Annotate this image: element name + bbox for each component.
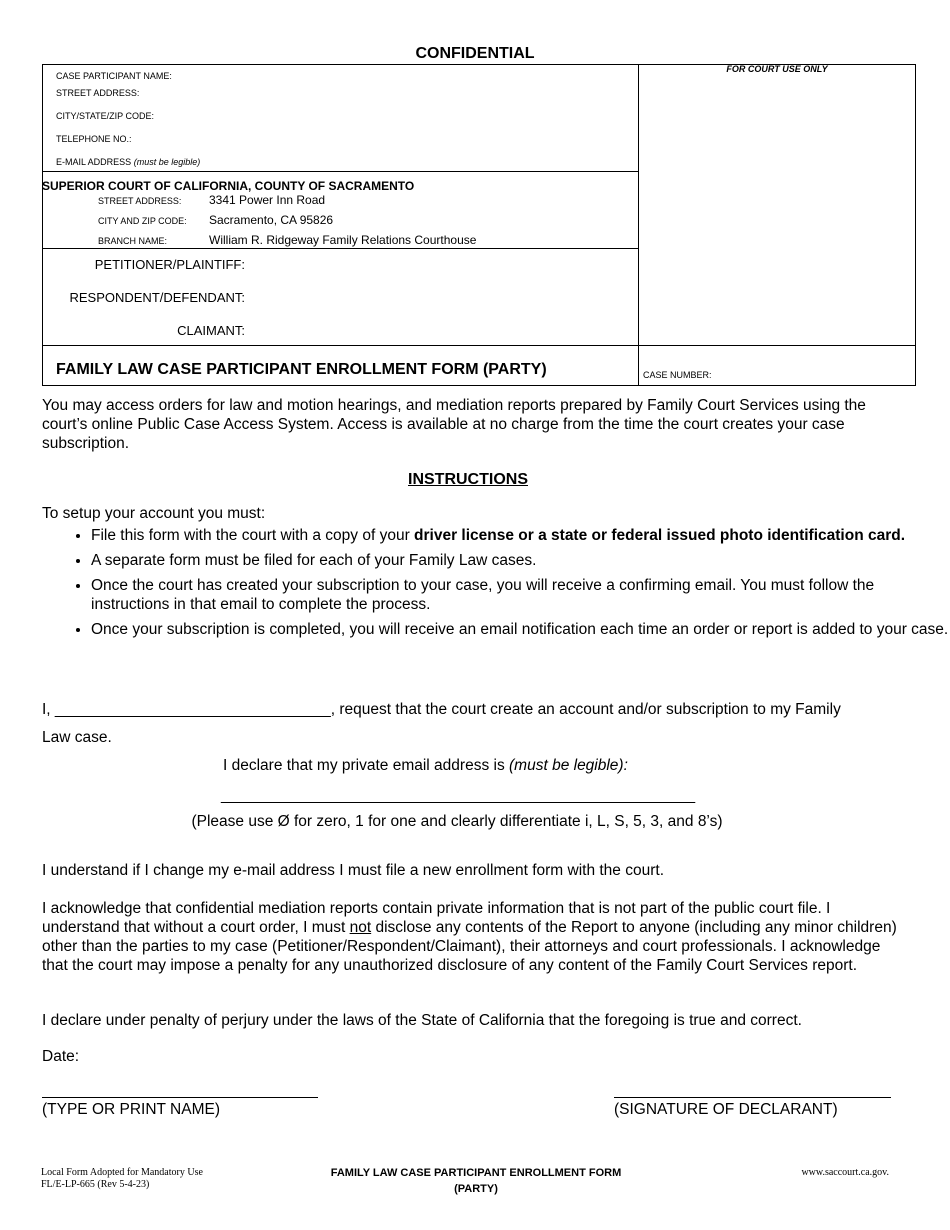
- participant-name-label: CASE PARTICIPANT NAME:: [56, 71, 172, 81]
- participant-email-label: [56, 157, 200, 167]
- signature-label: (SIGNATURE OF DECLARANT): [614, 1101, 838, 1118]
- acknowledgement-not: not: [349, 919, 372, 936]
- email-format-note: (Please use Ø for zero, 1 for one and clearly differentiate i, L, S, 5, 3, and 8’s): [191, 813, 723, 830]
- instruction-item: [91, 526, 950, 545]
- footer-title-line2: (PARTY): [454, 1183, 498, 1195]
- footer-adopted: Local Form Adopted for Mandatory Use: [41, 1167, 203, 1178]
- participant-city-label: CITY/STATE/ZIP CODE:: [56, 111, 155, 121]
- email-declaration-note: (must be legible):: [509, 757, 628, 774]
- court-branch-value: William R. Ridgeway Family Relations Courthouse: [209, 233, 477, 247]
- case-number-label: CASE NUMBER:: [643, 370, 712, 380]
- email-declaration-text: I declare that my private email address is: [223, 757, 510, 774]
- footer-website[interactable]: www.saccourt.ca.gov.: [801, 1167, 889, 1178]
- change-email-statement: I understand if I change my e-mail address I must file a new enrollment form with the court.: [42, 862, 664, 879]
- instruction-item: • Once your subscription is completed, you will receive an email notification each time an order or report is added to your case.: [91, 620, 950, 639]
- email-declaration: [223, 756, 628, 775]
- request-line-continued: Law case.: [42, 729, 112, 746]
- instructions-heading: INSTRUCTIONS: [408, 471, 528, 488]
- acknowledgement-text-2: disclose any contents of the Report to anyone (including any minor children) other than the parties to my case (Petitioner/Respondent/Claimant), their attorneys and court professionals. I acknowledge that the court may impose a penalty for any unauthorized disclosure of any content of the Family Court Services report.: [42, 919, 897, 974]
- declarant-signature-line[interactable]: [614, 1097, 891, 1098]
- participant-street-label: STREET ADDRESS:: [56, 88, 140, 98]
- instructions-lead: To setup your account you must:: [42, 505, 266, 522]
- confidential-heading: CONFIDENTIAL: [415, 45, 535, 62]
- court-branch-label: BRANCH NAME:: [98, 236, 168, 246]
- court-street-label: STREET ADDRESS:: [98, 196, 182, 206]
- print-name-label: (TYPE OR PRINT NAME): [42, 1101, 220, 1118]
- name-blank[interactable]: ________________________________: [54, 701, 331, 718]
- header-box-bottom: [42, 385, 916, 386]
- acknowledgement-paragraph: [42, 899, 907, 975]
- request-line-post: , request that the court create an account and/or subscription to my Family: [330, 701, 841, 718]
- petitioner-label: PETITIONER/PLAINTIFF:: [94, 257, 245, 272]
- court-city-label: CITY AND ZIP CODE:: [98, 216, 187, 226]
- court-name: SUPERIOR COURT OF CALIFORNIA, COUNTY OF SACRAMENTO: [42, 179, 415, 193]
- court-use-only-label: FOR COURT USE ONLY: [726, 64, 828, 74]
- perjury-statement: I declare under penalty of perjury under the laws of the State of California that the foregoing is true and correct.: [42, 1012, 802, 1029]
- request-line-pre: I,: [42, 701, 55, 718]
- acknowledgement-text-1: I acknowledge that confidential mediation reports contain private information that is not part of the public court file. I understand that without a court order, I must: [42, 900, 831, 936]
- email-blank[interactable]: _______________________________________________________: [221, 787, 696, 804]
- participant-phone-label: TELEPHONE NO.:: [56, 134, 132, 144]
- header-box-right: [915, 64, 916, 386]
- header-box-divider: [638, 64, 639, 386]
- participant-email-text: E-MAIL ADDRESS: [56, 157, 132, 167]
- instruction-text: File this form with the court with a copy of your: [91, 527, 415, 544]
- request-line: [42, 700, 841, 719]
- instruction-item: • A separate form must be filed for each of your Family Law cases.: [91, 551, 950, 570]
- name-signature-line[interactable]: [42, 1097, 318, 1098]
- court-city-value: Sacramento, CA 95826: [209, 213, 334, 227]
- claimant-label: CLAIMANT:: [177, 323, 245, 338]
- respondent-label: RESPONDENT/DEFENDANT:: [69, 290, 245, 305]
- participant-section-divider: [42, 171, 639, 172]
- court-street-value: 3341 Power Inn Road: [209, 193, 326, 207]
- footer-left: [41, 1167, 203, 1191]
- date-label: Date:: [42, 1048, 80, 1065]
- court-section-divider: [42, 248, 639, 249]
- form-title: FAMILY LAW CASE PARTICIPANT ENROLLMENT FORM (PARTY): [56, 361, 547, 378]
- instruction-item: • Once the court has created your subscription to your case, you will receive a confirming email. You must follow the instructions in that email to complete the process.: [91, 576, 950, 614]
- footer-title: [280, 1165, 672, 1197]
- intro-paragraph: You may access orders for law and motion hearings, and mediation reports prepared by Family Court Services using the court’s online Public Case Access System. Access is available at no charge from the time the court creates your case subscription.: [42, 397, 866, 452]
- participant-email-note: (must be legible): [133, 157, 201, 167]
- instruction-bold-text: driver license or a state or federal issued photo identification card.: [414, 527, 906, 544]
- title-section-divider: [42, 345, 916, 346]
- footer-form-number: FL/E-LP-665 (Rev 5-4-23): [41, 1179, 150, 1190]
- instructions-list: [42, 526, 950, 645]
- footer-title-line1: FAMILY LAW CASE PARTICIPANT ENROLLMENT FORM: [330, 1167, 622, 1179]
